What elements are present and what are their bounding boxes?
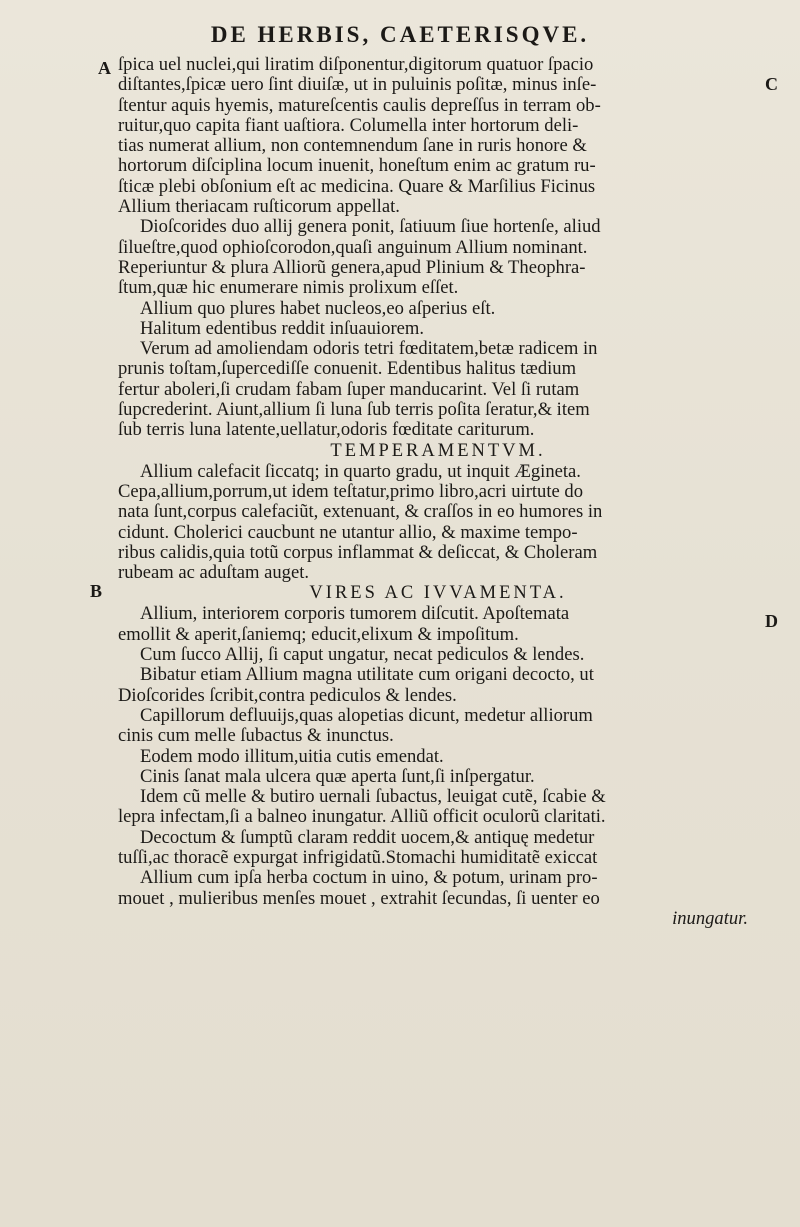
text-line: ſub terris luna latente,uellatur,odoris fœditate cariturum.: [118, 420, 535, 441]
text-line: Bibatur etiam Allium magna utilitate cum origani decocto, ut: [140, 665, 594, 686]
text-line: Verum ad amoliendam odoris tetri fœditatem,betæ radicem in: [140, 339, 598, 360]
margin-marker-d: D: [765, 611, 778, 631]
text-line: Cinis ſanat mala ulcera quæ aperta ſunt,ſi inſpergatur.: [140, 766, 535, 787]
text-line: Cepa,allium,porrum,ut idem teſtatur,primo libro,acri uirtute do: [118, 481, 584, 502]
text-line: ſticæ plebi obſonium eſt ac medicina. Quare & Marſilius Ficinus: [118, 176, 596, 197]
text-line: ſtentur aquis hyemis, matureſcentis caulis depreſſus in terram ob-: [118, 95, 601, 116]
text-line: diſtantes,ſpicæ uero ſint diuiſæ, ut in puluinis poſitæ, minus inſe-: [118, 75, 597, 96]
text-line: Decoctum & ſumptũ claram reddit uocem,& antiquę medetur: [140, 827, 595, 848]
text-line: cinis cum melle ſubactus & inunctus.: [118, 726, 394, 747]
text-line-final: inungatur.: [672, 908, 748, 929]
text-line: fertur aboleri,ſi crudam fabam ſuper manducarint. Vel ſi rutam: [118, 379, 580, 400]
margin-marker-a: A: [98, 58, 111, 78]
margin-marker-b: B: [90, 581, 103, 601]
text-line: mouet , mulieribus menſes mouet , extrahit ſecundas, ſi uenter eo: [118, 888, 600, 909]
text-line: ribus calidis,quia totũ corpus inflammat & deſiccat, & Choleram: [118, 542, 598, 563]
text-line: ſupcrederint. Aiunt,allium ſi luna ſub terris poſita ſeratur,& item: [118, 400, 590, 421]
text-line: Capillorum defluuijs,quas alopetias dicunt, medetur alliorum: [140, 705, 593, 726]
text-line: Dioſcorides ſcribit,contra pediculos & lendes.: [118, 685, 457, 706]
margin-marker-c: C: [765, 74, 778, 94]
text-line: Allium cum ipſa herba coctum in uino, & potum, urinam pro-: [140, 868, 598, 889]
section-heading-vires: VIRES AC IVVAMENTA.: [309, 583, 567, 604]
text-line: lepra infectam,ſi a balneo inungatur. Alliũ officit oculorũ claritati.: [118, 807, 606, 828]
section-heading-temperamentum: TEMPERAMENTVM.: [330, 440, 546, 461]
text-line: Eodem modo illitum,uitia cutis emendat.: [140, 746, 444, 767]
running-header: DE HERBIS, CAETERISQVE.: [210, 22, 590, 47]
text-line: Allium calefacit ſiccatq; in quarto gradu, ut inquit Ægineta.: [140, 461, 581, 482]
body-text: [118, 55, 758, 929]
text-line: cidunt. Cholerici caucbunt ne utantur allio, & maxime tempo-: [118, 522, 578, 543]
text-line: Allium, interiorem corporis tumorem diſcutit. Apoſtemata: [140, 604, 570, 625]
text-line: prunis toſtam,ſupercediſſe conuenit. Edentibus halitus tædium: [118, 359, 577, 380]
text-line: hortorum diſciplina locum inuenit, honeſtum enim ac gratum ru-: [118, 156, 596, 177]
text-line: ſpica uel nuclei,qui liratim diſponentur,digitorum quatuor ſpacio: [118, 55, 594, 75]
text-line: ſilueſtre,quod ophioſcorodon,quaſi anguinum Allium nominant.: [118, 237, 588, 258]
text-line: Cum ſucco Allij, ſi caput ungatur, necat pediculos & lendes.: [140, 645, 585, 666]
text-line: Allium quo plures habet nucleos,eo aſperius eſt.: [140, 298, 496, 319]
text-line: Dioſcorides duo allij genera ponit, ſatiuum ſiue hortenſe, aliud: [140, 217, 601, 238]
text-line: rubeam ac aduſtam auget.: [118, 563, 310, 584]
text-line: ruitur,quo capita fiant uaſtiora. Columella inter hortorum deli-: [118, 115, 579, 136]
text-line: ſtum,quæ hic enumerare nimis prolixum eſſet.: [118, 278, 459, 299]
text-line: emollit & aperit,ſaniemq; educit,elixum & impoſitum.: [118, 624, 519, 645]
text-line: Halitum edentibus reddit inſuauiorem.: [140, 318, 425, 339]
text-line: Reperiuntur & plura Alliorũ genera,apud Plinium & Theophra-: [118, 257, 586, 278]
text-line: Idem cũ melle & butiro uernali ſubactus, leuigat cutẽ, ſcabie &: [140, 787, 606, 808]
text-line: tias numerat allium, non contemnendum ſane in ruris honore &: [118, 136, 587, 157]
text-line: Allium theriacam ruſticorum appellat.: [118, 197, 400, 218]
text-line: nata ſunt,corpus calefaciũt, extenuant, & craſſos in eo humores in: [118, 502, 603, 523]
text-line: tuſſi,ac thoracẽ expurgat infrigidatũ.Stomachi humiditatẽ exiccat: [118, 847, 598, 868]
